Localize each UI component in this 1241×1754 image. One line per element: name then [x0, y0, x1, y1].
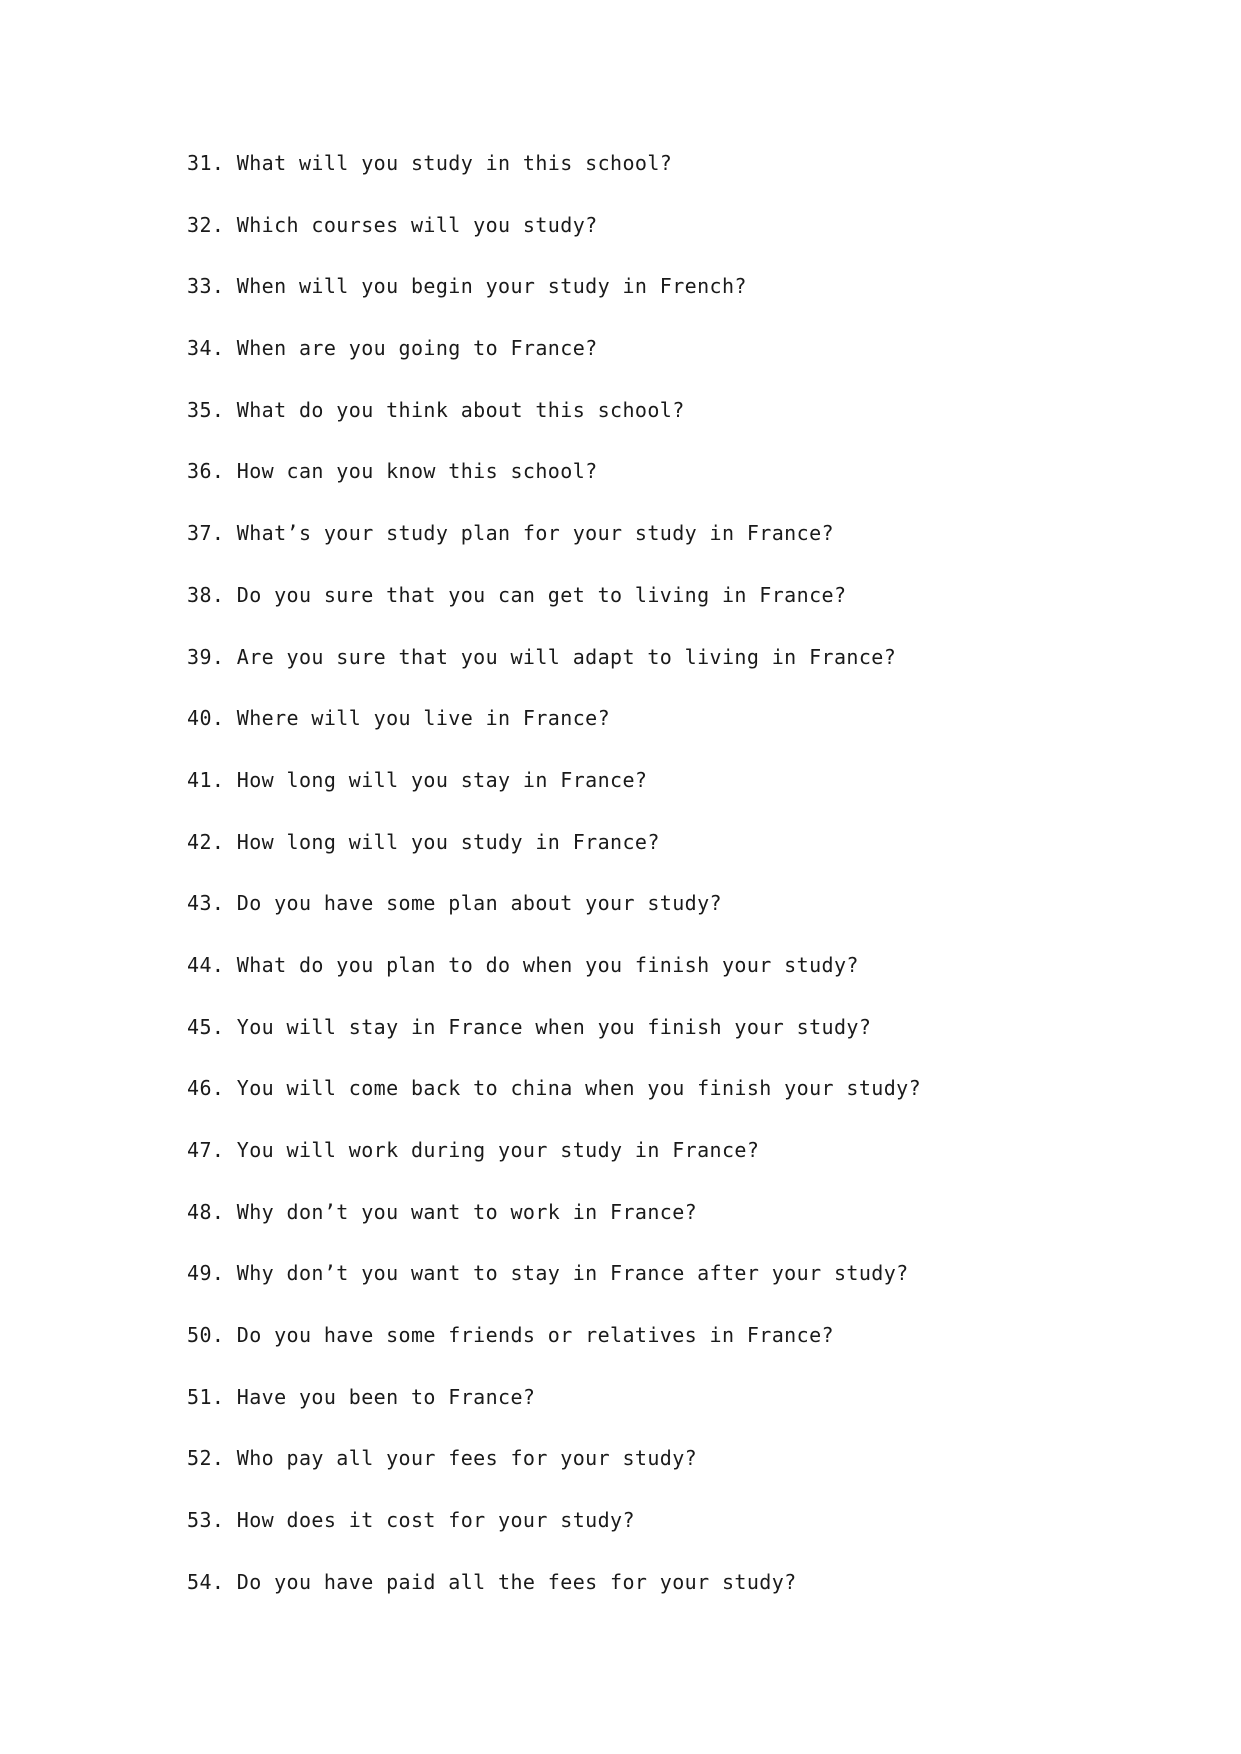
question-list — [187, 150, 921, 1631]
question-number: 45. — [187, 1014, 225, 1039]
question-item — [187, 335, 921, 397]
question-text: Which courses will you study? — [236, 212, 598, 237]
question-number: 33. — [187, 274, 225, 299]
question-text: What do you think about this school? — [236, 397, 685, 422]
question-item — [187, 644, 921, 706]
question-item — [187, 1014, 921, 1076]
question-item — [187, 1507, 921, 1569]
question-number: 38. — [187, 582, 225, 607]
question-text: Do you have some friends or relatives in France? — [236, 1323, 834, 1348]
question-number: 35. — [187, 397, 225, 422]
question-item — [187, 1199, 921, 1261]
question-number: 48. — [187, 1199, 225, 1224]
question-text: You will come back to china when you finish your study? — [236, 1076, 922, 1101]
question-item — [187, 1075, 921, 1137]
question-text: How can you know this school? — [236, 459, 598, 484]
question-number: 52. — [187, 1446, 225, 1471]
question-number: 39. — [187, 644, 225, 669]
question-item — [187, 1384, 921, 1446]
question-item — [187, 582, 921, 644]
question-number: 53. — [187, 1508, 225, 1533]
question-item — [187, 1137, 921, 1199]
question-text: How long will you stay in France? — [236, 767, 648, 792]
question-text: Why don’t you want to stay in France after your study? — [236, 1261, 909, 1286]
question-number: 31. — [187, 151, 225, 175]
question-number: 49. — [187, 1261, 225, 1286]
question-item — [187, 397, 921, 459]
question-text: How does it cost for your study? — [236, 1508, 635, 1533]
question-item — [187, 273, 921, 335]
question-number: 36. — [187, 459, 225, 484]
question-item — [187, 1569, 921, 1631]
question-text: Who pay all your fees for your study? — [236, 1446, 698, 1471]
question-text: Do you have paid all the fees for your study? — [236, 1569, 797, 1594]
question-item — [187, 212, 921, 274]
question-text: Have you been to France? — [236, 1384, 536, 1409]
question-item — [187, 520, 921, 582]
question-item — [187, 150, 921, 212]
question-item — [187, 705, 921, 767]
question-number: 54. — [187, 1569, 225, 1594]
question-number: 37. — [187, 521, 225, 546]
question-text: You will work during your study in France? — [236, 1138, 760, 1162]
question-text: Do you have some plan about your study? — [236, 891, 722, 916]
question-text: What do you plan to do when you finish your study? — [236, 952, 859, 977]
question-number: 50. — [187, 1323, 225, 1348]
question-text: You will stay in France when you finish your study? — [236, 1014, 872, 1039]
question-item — [187, 952, 921, 1014]
question-item — [187, 1322, 921, 1384]
question-number: 40. — [187, 706, 225, 731]
question-item — [187, 1260, 921, 1322]
question-number: 47. — [187, 1138, 225, 1162]
question-item — [187, 829, 921, 891]
question-item — [187, 1445, 921, 1507]
question-text: When will you begin your study in French? — [236, 274, 747, 299]
question-number: 46. — [187, 1076, 225, 1101]
question-number: 42. — [187, 829, 225, 854]
question-text: Why don’t you want to work in France? — [236, 1199, 698, 1224]
question-text: Where will you live in France? — [236, 706, 611, 731]
question-text: What will you study in this school? — [236, 151, 673, 175]
question-text: How long will you study in France? — [236, 829, 660, 854]
question-number: 32. — [187, 212, 225, 237]
question-item — [187, 458, 921, 520]
question-text: When are you going to France? — [236, 336, 598, 361]
question-number: 43. — [187, 891, 225, 916]
question-number: 51. — [187, 1384, 225, 1409]
question-item — [187, 890, 921, 952]
question-number: 44. — [187, 952, 225, 977]
question-text: Are you sure that you will adapt to living in France? — [236, 644, 897, 669]
question-item — [187, 767, 921, 829]
question-text: Do you sure that you can get to living in France? — [236, 582, 847, 607]
question-number: 34. — [187, 336, 225, 361]
question-number: 41. — [187, 767, 225, 792]
question-text: What’s your study plan for your study in France? — [236, 521, 834, 546]
